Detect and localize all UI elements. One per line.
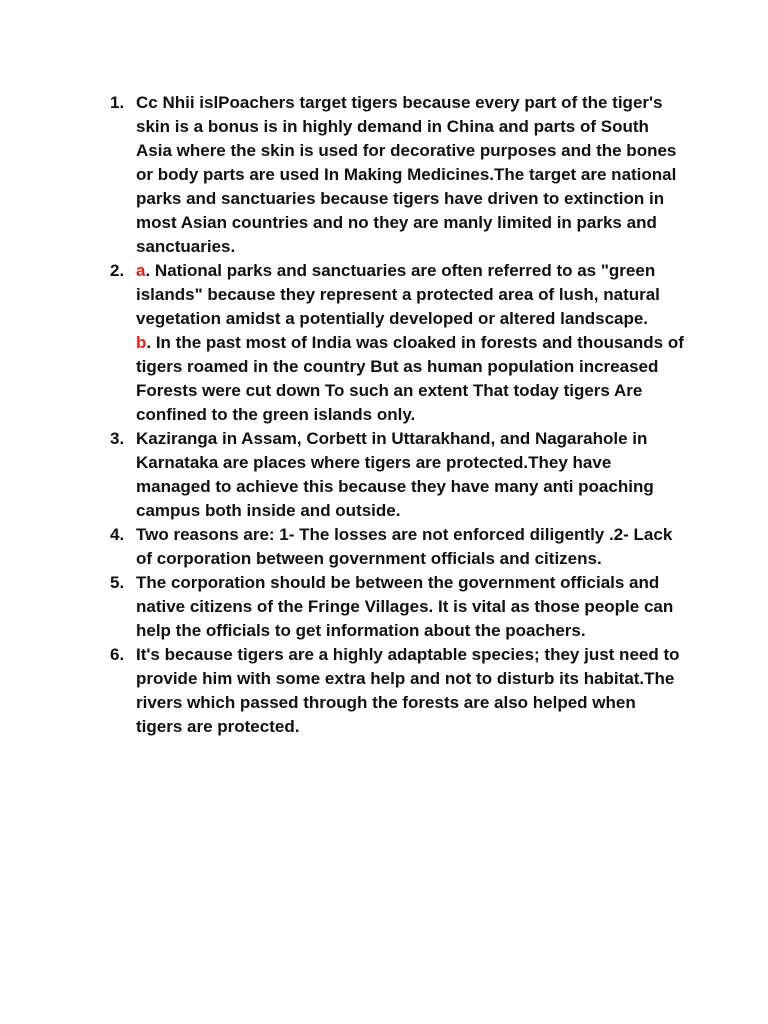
sub-item-a-text: . National parks and sanctuaries are often referred to as "green islands" because they represent a protected area of lush, natural vegetation amidst a potentially developed or altered landscape. (136, 261, 660, 328)
sub-marker-b: b (136, 333, 147, 352)
item-number: 2. (110, 261, 125, 280)
item-number: 3. (110, 429, 125, 448)
list-item-5 (104, 571, 684, 643)
item-text: The corporation should be between the government officials and native citizens of the Fringe Villages. It is vital as those people can help the officials to get information about the poachers. (136, 573, 674, 640)
item-text: Two reasons are: 1- The losses are not enforced diligently .2- Lack of corporation between government officials and citizens. (136, 525, 673, 568)
list-item-2 (104, 259, 684, 427)
sub-item-b (136, 333, 684, 424)
item-number: 6. (110, 645, 125, 664)
list-item-4 (104, 523, 684, 571)
item-text: Kaziranga in Assam, Corbett in Uttarakhand, and Nagarahole in Karnataka are places where tigers are protected.They have managed to achieve this because they have many anti poaching campus both inside and outside. (136, 429, 654, 520)
item-number: 5. (110, 573, 125, 592)
list-item-3 (104, 427, 684, 523)
sub-item-a (136, 261, 660, 328)
list-item-1 (104, 91, 684, 259)
item-text: Cc Nhii islPoachers target tigers because every part of the tiger's skin is a bonus is in highly demand in China and parts of South Asia where the skin is used for decorative purposes and the bones or body parts are used In Making Medicines.The target are national parks and sanctuaries because tigers have driven to extinction in most Asian countries and no they are manly limited in parks and sanctuaries. (136, 93, 677, 256)
item-text: It's because tigers are a highly adaptable species; they just need to provide him with some extra help and not to disturb its habitat.The rivers which passed through the forests are also helped when tigers are protected. (136, 645, 680, 736)
answer-list (104, 91, 684, 739)
item-number: 4. (110, 525, 125, 544)
item-number: 1. (110, 93, 125, 112)
list-item-6 (104, 643, 684, 739)
sub-item-b-text: . In the past most of India was cloaked in forests and thousands of tigers roamed in the country But as human population increased Forests were cut down To such an extent That today tigers Are confined to the green islands only. (136, 333, 684, 424)
sub-marker-a: a (136, 261, 146, 280)
